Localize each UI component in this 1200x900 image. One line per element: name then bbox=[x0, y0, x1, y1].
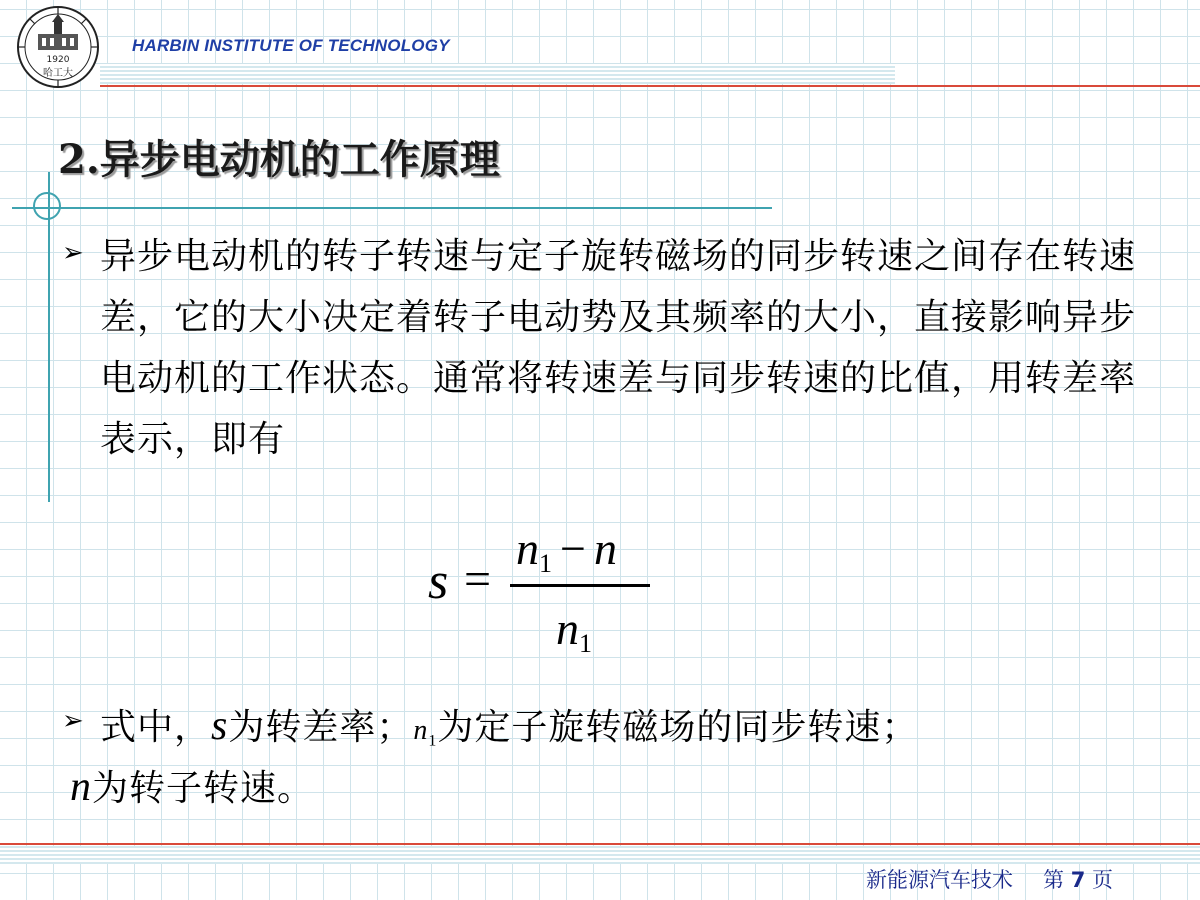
den-var: n bbox=[556, 603, 579, 654]
page-number: 7 bbox=[1070, 868, 1086, 892]
decor-horizontal-line bbox=[12, 207, 772, 209]
bullet-arrow-icon: ➢ bbox=[62, 238, 84, 268]
b2-s-def: 为转差率； bbox=[228, 707, 414, 748]
course-name: 新能源汽车技术 bbox=[866, 868, 1013, 892]
header-stripes bbox=[100, 64, 895, 84]
num-sub: 1 bbox=[539, 548, 552, 578]
b2-n1-def: 为定子旋转磁场的同步转速； bbox=[437, 707, 919, 748]
slide-title: 2.异步电动机的工作原理 bbox=[58, 136, 500, 183]
logo-year: 1920 bbox=[46, 55, 70, 65]
bullet-paragraph-2-line2 bbox=[70, 760, 314, 811]
page-prefix: 第 bbox=[1043, 868, 1064, 892]
page-suffix: 页 bbox=[1092, 868, 1113, 892]
footer-divider bbox=[0, 843, 1200, 845]
b2-s-symbol: s bbox=[211, 703, 229, 749]
b2-n-def: 为转子转速。 bbox=[92, 768, 315, 809]
decor-circle bbox=[33, 192, 61, 220]
formula-denominator bbox=[556, 602, 592, 659]
num-minus: − bbox=[560, 523, 586, 574]
b2-n-symbol: n bbox=[70, 764, 92, 810]
formula-equals: = bbox=[464, 553, 492, 606]
decor-vertical-line bbox=[48, 172, 50, 502]
formula-numerator bbox=[516, 522, 617, 579]
b2-lead: 式中， bbox=[100, 707, 212, 748]
footer-stripes bbox=[0, 846, 1200, 864]
footer bbox=[866, 864, 1113, 894]
logo-text: 哈工大 bbox=[43, 68, 73, 79]
bullet-arrow-icon: ➢ bbox=[62, 706, 84, 736]
num-var2: n bbox=[593, 523, 617, 574]
num-var1: n bbox=[516, 523, 539, 574]
hit-logo bbox=[14, 4, 102, 90]
institution-name: HARBIN INSTITUTE OF TECHNOLOGY bbox=[132, 36, 450, 55]
fraction-bar bbox=[510, 584, 650, 587]
bullet-paragraph-1: 异步电动机的转子转速与定子旋转磁场的同步转速之间存在转速差，它的大小决定着转子电动势及其频率的大小，直接影响异步电动机的工作状态。通常将转速差与同步转速的比值，用转差率表示，即有 bbox=[100, 236, 1137, 460]
b2-n1-symbol: $n_1$ bbox=[413, 715, 438, 750]
formula-lhs: s bbox=[428, 553, 449, 610]
slip-formula bbox=[420, 522, 680, 672]
header-divider bbox=[100, 85, 1200, 87]
den-sub: 1 bbox=[579, 628, 592, 658]
